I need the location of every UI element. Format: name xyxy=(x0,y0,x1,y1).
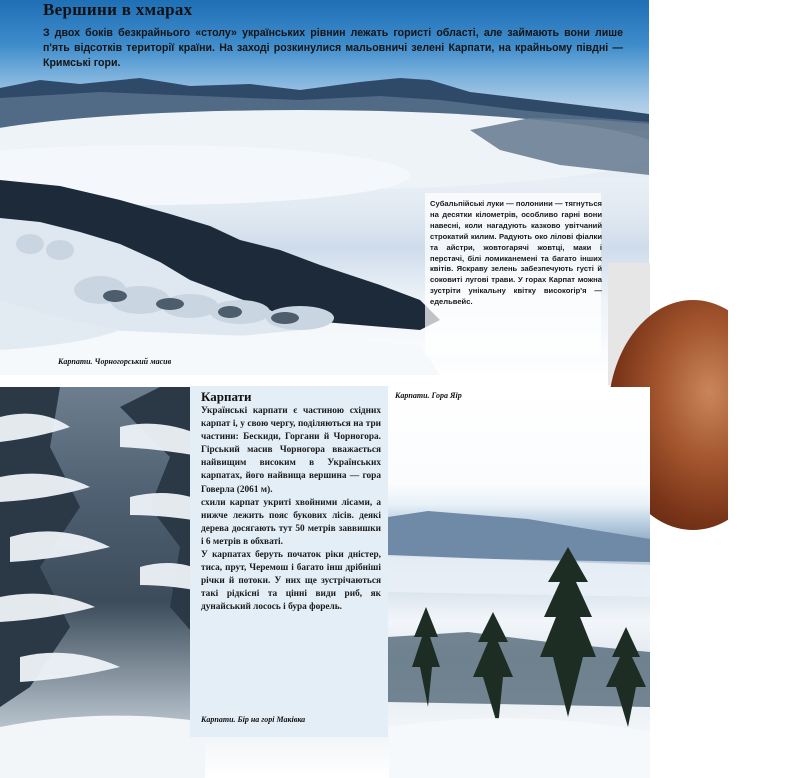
section-paragraph: У карпатах беруть початок ріки дністер, тиса, прут, Черемош і багато інш дрібніші річки й потоки. У них ще зустрічаються такі рідкісні та цінні види риб, як дунайський лосось і бура форель. xyxy=(201,550,381,613)
page-title: Вершини в хмарах xyxy=(43,0,193,19)
section-body xyxy=(201,405,381,615)
forest-photo-caption: Карпати. Бір на горі Маківка xyxy=(201,715,306,724)
section-title: Карпати xyxy=(201,389,252,404)
sidebar-text: Субальпійські луки — полонини — тягнуться на десятки кілометрів, особливо гарні вони навесні, коли нагадують казково увітчаний строкатий килим. Радують око лілові фіалки та айстри, жовтогарячі жовтці, маки і перстачі, білі ломиканемені та багато інших квітів. Яскраву зелень забезпечують густі й соковиті лугові трави. У горах Карпат можна зустріти унікальну квітку високогір'я — едельвейс. xyxy=(430,199,602,307)
landscape-photo xyxy=(388,387,650,778)
landscape-photo-caption: Карпати. Гора Яїр xyxy=(395,391,462,400)
section-paragraph: Українські карпати є частиною східних карпат і, у свою чергу, поділяються на три частини: Бескиди, Горгани й Чорногора. Гірський масив Чорногора вважається найвищим високим в Українських карпатах, його найвища вершина — гора Говерла (2061 м). xyxy=(201,406,381,495)
snow-strip xyxy=(205,737,389,778)
snowy-forest-illustration xyxy=(0,387,205,778)
forest-photo xyxy=(0,387,205,778)
section-paragraph: схили карпат укриті хвойними лісами, а нижче лежить пояс букових лісів. деякі дерева досягають тут 50 метрів заввишки і 6 метрів в обхваті. xyxy=(201,497,381,547)
top-photo-caption: Карпати. Чорногорський масив xyxy=(58,357,172,366)
valley-trees-illustration xyxy=(388,387,650,778)
intro-paragraph: З двох боків безкрайнього «столу» українських рівнин лежать гористі області, але займають вони лише п'ять відсотків території країни. На заході розкинулися мальовничі зелені Карпати, на крайньому півдні — Кримські гори. xyxy=(43,27,623,69)
